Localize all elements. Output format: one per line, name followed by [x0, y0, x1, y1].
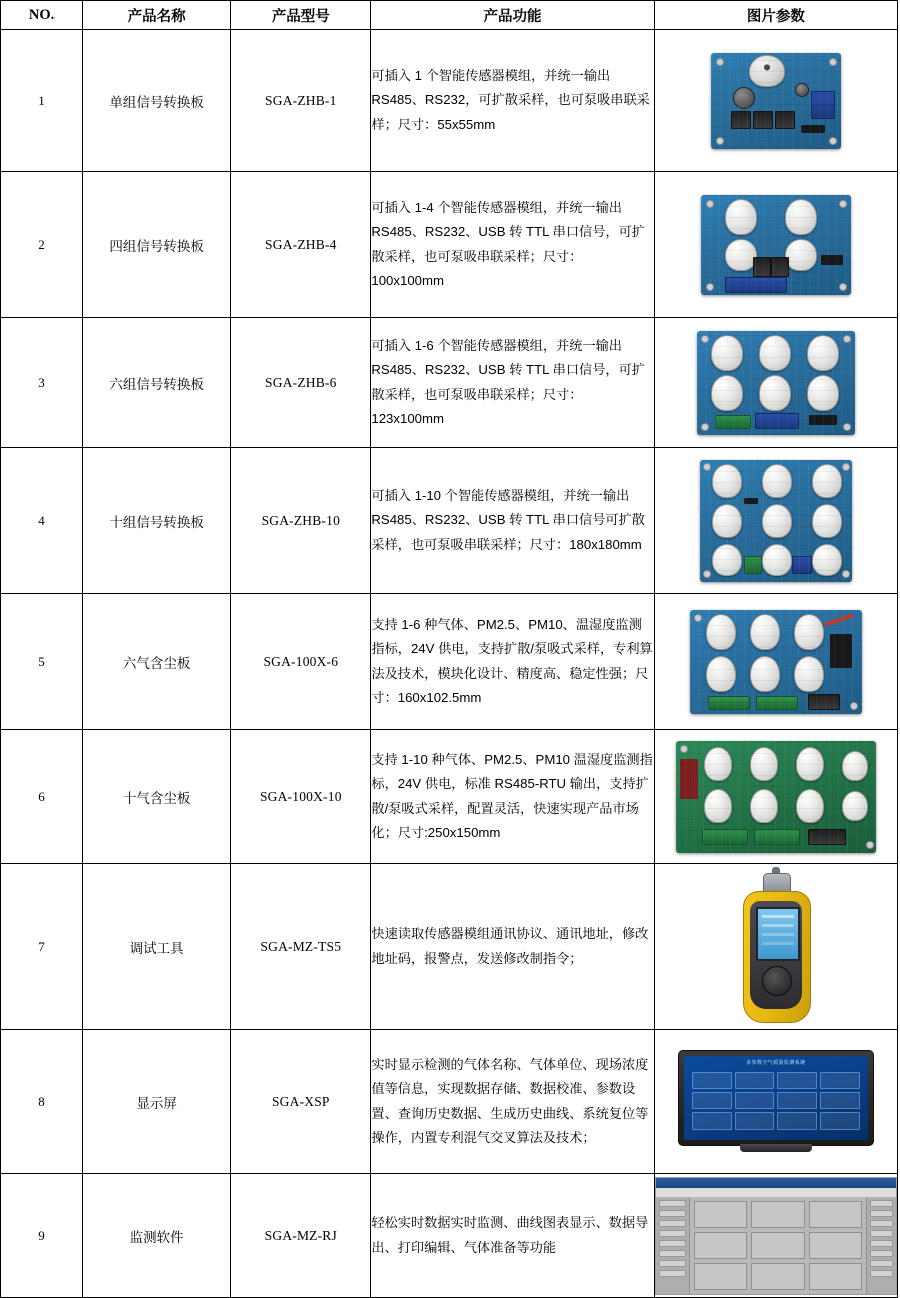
software-main-pane: [690, 1197, 866, 1294]
product-model: SGA-100X-10: [231, 730, 371, 864]
table-row: [1, 594, 898, 730]
column-header-no: NO.: [1, 1, 83, 30]
row-number: 2: [1, 172, 83, 318]
product-image-cell: [654, 448, 897, 594]
four-channel-converter-board-image: [655, 195, 897, 295]
panel-readout-cell: [777, 1072, 817, 1089]
product-function: 可插入 1-4 个智能传感器模组，并统一输出 RS485、RS232、USB 转 TTL 串口信号，可扩散采样，也可泵吸串联采样；尺寸：100x100mm: [371, 172, 654, 318]
software-data-card: [751, 1263, 804, 1290]
column-header-image-parameters: 图片参数: [654, 1, 897, 30]
panel-readout-grid: [692, 1072, 860, 1130]
panel-readout-cell: [735, 1112, 775, 1129]
product-image-cell: [654, 594, 897, 730]
product-image-cell: [654, 730, 897, 864]
table-row: [1, 864, 898, 1030]
six-gas-dust-board-image: [655, 610, 897, 714]
ten-gas-dust-board-image: [655, 741, 897, 853]
detector-screen: [756, 907, 800, 961]
panel-bezel: [678, 1050, 874, 1146]
product-model: SGA-MZ-RJ: [231, 1174, 371, 1298]
table-row: [1, 1174, 898, 1298]
product-name: 十组信号转换板: [83, 448, 231, 594]
row-number: 8: [1, 1030, 83, 1174]
software-data-card: [751, 1232, 804, 1259]
software-data-card: [694, 1232, 747, 1259]
panel-readout-cell: [692, 1092, 732, 1109]
row-number: 3: [1, 318, 83, 448]
product-function: 快速读取传感器模组通讯协议、通讯地址，修改地址码，报警点，发送修改制指令；: [371, 864, 654, 1030]
software-data-card: [809, 1263, 862, 1290]
product-name: 六组信号转换板: [83, 318, 231, 448]
display-panel-image: [655, 1050, 897, 1154]
table-row: [1, 1030, 898, 1174]
table-row: [1, 730, 898, 864]
product-function: 轻松实时数据实时监测、曲线图表显示、数据导出、打印编辑、气体准备等功能: [371, 1174, 654, 1298]
panel-readout-cell: [820, 1072, 860, 1089]
monitoring-software-screenshot-image: [655, 1177, 897, 1295]
software-data-card: [751, 1201, 804, 1228]
product-model: SGA-100X-6: [231, 594, 371, 730]
software-left-pane: [656, 1197, 690, 1294]
product-image-cell: [654, 1174, 897, 1298]
software-data-card: [809, 1232, 862, 1259]
row-number: 1: [1, 30, 83, 172]
product-function: 支持 1-10 种气体、PM2.5、PM10 温湿度监测指标，24V 供电，标准 RS485-RTU 输出，支持扩散/泵吸式采样，配置灵活，快速实现产品市场化；尺寸:250x150mm: [371, 730, 654, 864]
product-model: SGA-ZHB-1: [231, 30, 371, 172]
column-header-product-model: 产品型号: [231, 1, 371, 30]
product-model: SGA-ZHB-6: [231, 318, 371, 448]
panel-screen: [684, 1056, 868, 1140]
detector-keypad[interactable]: [762, 966, 792, 996]
panel-readout-cell: [777, 1092, 817, 1109]
row-number: 5: [1, 594, 83, 730]
six-channel-converter-board-image: [655, 331, 897, 435]
product-name: 显示屏: [83, 1030, 231, 1174]
product-model: SGA-ZHB-4: [231, 172, 371, 318]
product-image-cell: [654, 172, 897, 318]
product-name: 单组信号转换板: [83, 30, 231, 172]
column-header-product-function: 产品功能: [371, 1, 654, 30]
software-data-card: [809, 1201, 862, 1228]
row-number: 9: [1, 1174, 83, 1298]
single-channel-converter-board-image: [655, 53, 897, 149]
panel-stand: [740, 1144, 812, 1152]
software-right-pane: [866, 1197, 896, 1294]
software-titlebar: [656, 1178, 896, 1188]
panel-readout-cell: [777, 1112, 817, 1129]
software-data-card: [694, 1263, 747, 1290]
table-row: [1, 318, 898, 448]
product-image-cell: [654, 30, 897, 172]
product-name: 六气含尘板: [83, 594, 231, 730]
column-header-product-name: 产品名称: [83, 1, 231, 30]
table-header-row: [1, 1, 898, 30]
row-number: 6: [1, 730, 83, 864]
product-function: 实时显示检测的气体名称、气体单位、现场浓度值等信息，实现数据存储、数据校准、参数设置、查询历史数据、生成历史曲线、系统复位等操作，内置专利混气交叉算法及技术；: [371, 1030, 654, 1174]
product-function: 可插入 1 个智能传感器模组，并统一输出 RS485、RS232，可扩散采样，也可泵吸串联采样；尺寸：55x55mm: [371, 30, 654, 172]
panel-readout-cell: [820, 1112, 860, 1129]
panel-readout-cell: [820, 1092, 860, 1109]
product-image-cell: [654, 318, 897, 448]
product-model: SGA-MZ-TS5: [231, 864, 371, 1030]
product-function: 可插入 1-10 个智能传感器模组，并统一输出 RS485、RS232、USB 转 TTL 串口信号可扩散采样，也可泵吸串联采样；尺寸：180x180mm: [371, 448, 654, 594]
panel-screen-title: 多参数空气质量监测系统: [746, 1059, 806, 1066]
ten-channel-converter-board-image: [655, 460, 897, 582]
software-data-card: [694, 1201, 747, 1228]
product-name: 十气含尘板: [83, 730, 231, 864]
panel-readout-cell: [735, 1072, 775, 1089]
product-model: SGA-XSP: [231, 1030, 371, 1174]
row-number: 4: [1, 448, 83, 594]
product-function: 支持 1-6 种气体、PM2.5、PM10、温湿度监测指标，24V 供电，支持扩散/泵吸式采样，专利算法及技术，模块化设计、精度高、稳定性强；尺寸：160x102.5mm: [371, 594, 654, 730]
panel-readout-cell: [735, 1092, 775, 1109]
handheld-debug-tool-image: [655, 873, 897, 1021]
table-row: [1, 448, 898, 594]
table-row: [1, 30, 898, 172]
product-function: 可插入 1-6 个智能传感器模组，并统一输出 RS485、RS232、USB 转 TTL 串口信号，可扩散采样，也可泵吸串联采样；尺寸：123x100mm: [371, 318, 654, 448]
product-image-cell: [654, 864, 897, 1030]
product-name: 调试工具: [83, 864, 231, 1030]
table-row: [1, 172, 898, 318]
product-name: 监测软件: [83, 1174, 231, 1298]
product-image-cell: [654, 1030, 897, 1174]
row-number: 7: [1, 864, 83, 1030]
panel-readout-cell: [692, 1112, 732, 1129]
product-model: SGA-ZHB-10: [231, 448, 371, 594]
software-body: [656, 1197, 896, 1294]
product-name: 四组信号转换板: [83, 172, 231, 318]
panel-readout-cell: [692, 1072, 732, 1089]
